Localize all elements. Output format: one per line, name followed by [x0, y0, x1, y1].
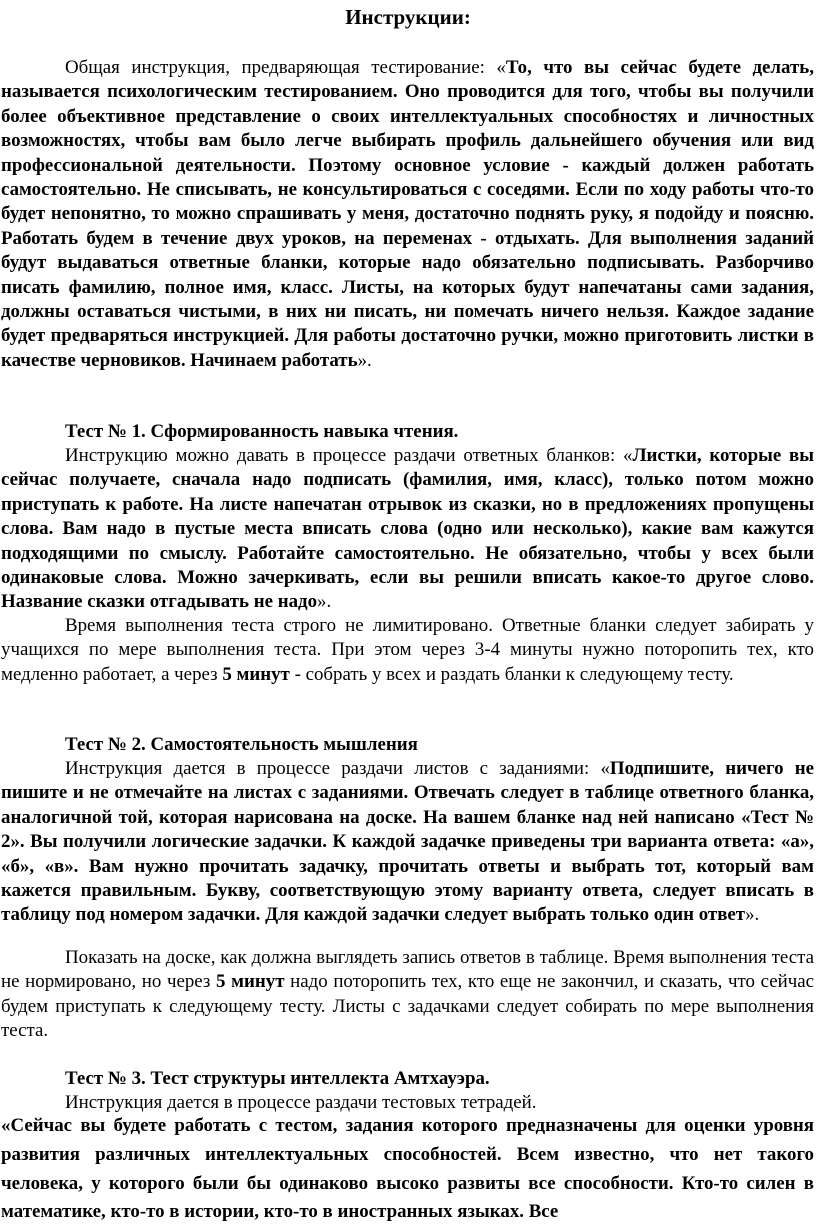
test1-heading: Тест № 1. Сформированность навыка чтения.: [65, 421, 459, 442]
test3-instruction-paragraph: [1, 1112, 814, 1227]
intro-instruction: То, что вы сейчас будете делать, называется психологическим тестированием. Оно проводится для того, чтобы вы получили более объективное представление о своих интеллектуальных способностях и личностных возможностях, чтобы вам было легче выбирать профиль дальнейшего обучения или вид профессиональной деятельности. Поэтому основное условие - каждый должен работать самостоятельно. Не списывать, не консультироваться с соседями. Если по ходу работы что-то будет непонятно, то можно спрашивать у меня, достаточно поднять руку, я подойду и поясню. Работать будем в течение двух уроков, на переменах - отдыхать. Для выполнения заданий будут выдаваться ответные бланки, которые надо обязательно подписывать. Разборчиво писать фамилию, полное имя, класс. Листы, на которых будут напечатаны сами задания, должны оставаться чистыми, в них ни писать, ни помечать ничего нельзя. Каждое задание будет предваряться инструкцией. Для работы достаточно ручки, можно приготовить листки в качестве черновиков. Начинаем работать: [1, 57, 814, 371]
test2-instruction-paragraph: [1, 757, 814, 928]
test1-time-paragraph: [1, 614, 814, 687]
intro-tail: ».: [357, 349, 372, 371]
test3-intro-line: Инструкция дается в процессе раздачи тестовых тетрадей.: [65, 1092, 537, 1113]
test1-p2-tail: - собрать у всех и раздать бланки к следующему тесту.: [289, 663, 734, 685]
test1-p1-lead: Инструкцию можно давать в процессе раздачи ответных бланков: «: [65, 445, 633, 466]
test1-p2-lead: Время выполнения теста строго не лимитировано. Ответные бланки следует забирать у учащихся по мере выполнения теста. При этом через 3-4 минуты нужно поторопить тех, кто медленно работает, а через: [1, 615, 814, 685]
test2-p2-tail: надо поторопить тех, кто еще не закончил, и сказать, что сейчас будем приступать к следующему тесту. Листы с задачками следует собирать по мере выполнения теста.: [1, 971, 814, 1042]
test1-p1-instruction: Листки, которые вы сейчас получаете, сначала надо подписать (фамилия, имя, класс), только потом можно приступать к работе. На листе напечатан отрывок из сказки, но в предложениях пропущены слова. Вам надо в пустые места вписать слова (одно или несколько), какие вам кажутся подходящими по смыслу. Работайте самостоятельно. Не обязательно, чтобы у всех были одинаковые слова. Можно зачеркивать, если вы решили вписать какое-то другое слово. Название сказки отгадывать не надо: [1, 445, 815, 613]
page-title: Инструкции:: [345, 5, 471, 29]
test2-p2-time: 5 минут: [216, 971, 285, 993]
test2-time-paragraph: [1, 946, 814, 1044]
test2-p1-tail: ».: [745, 904, 760, 926]
test3-instruction: «Сейчас вы будете работать с тестом, задания которого предназначены для оценки уровня развития различных интеллектуальных способностей. Всем известно, что нет такого человека, у которого были бы одинаково высоко развиты все способности. Кто-то силен в математике, кто-то в истории, кто-то в иностранных языках. Все: [1, 1115, 814, 1223]
test3-heading: Тест № 3. Тест структуры интеллекта Амтхауэра.: [65, 1068, 490, 1089]
test2-p1-instruction: Подпишите, ничего не пишите и не отмечайте на листах с заданиями. Отвечать следует в таблице ответного бланка, аналогичной той, которая нарисована на доске. На вашем бланке над ней написано «Тест № 2». Вы получили логические задачки. К каждой задачке приведены три варианта ответа: «а», «б», «в». Вам нужно прочитать задачку, прочитать ответы и выбрать тот, который вам кажется правильным. Букву, соответствующую этому варианту ответа, следует вписать в таблицу под номером задачки. Для каждой задачки следует выбрать только один ответ: [1, 758, 814, 926]
intro-lead: Общая инструкция, предваряющая тестирование: «: [65, 57, 506, 78]
test2-heading: Тест № 2. Самостоятельность мышления: [65, 734, 418, 755]
test1-instruction-paragraph: [1, 444, 814, 615]
intro-paragraph: [1, 56, 814, 373]
test1-p2-time: 5 минут: [222, 663, 290, 685]
test1-p1-tail: ».: [317, 591, 332, 613]
test2-p2-lead: Показать на доске, как должна выглядеть запись ответов в таблице. Время выполнения теста не нормировано, но через: [1, 947, 814, 993]
test2-p1-lead: Инструкция дается в процессе раздачи листов с заданиями: «: [65, 758, 610, 779]
